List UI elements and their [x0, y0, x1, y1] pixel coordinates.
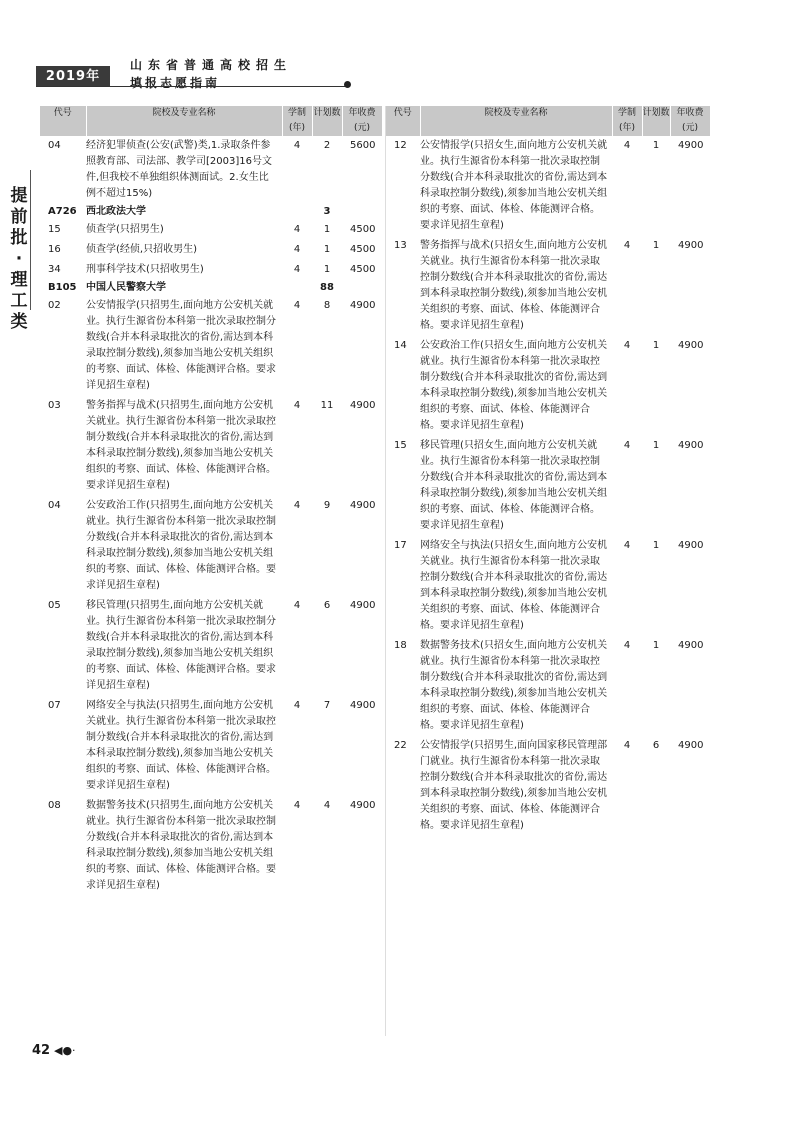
col-plan: 计划数: [642, 106, 670, 136]
table-row: [40, 260, 382, 280]
name-cell: 西北政法大学: [86, 206, 146, 217]
section-char: 类: [10, 312, 28, 332]
code-cell: A726: [48, 206, 77, 217]
name-cell: 网络安全与执法(只招男生,面向地方公安机关就业。执行生源省份本科第一批次录取控制分数线(合并本科录取批次的省份,需达到本科录取控制分数线),须参加当地公安机关组织的考察、面试、体检、体能测评合格。要求详见招生章程): [86, 700, 276, 791]
fee-cell: 4900: [350, 400, 376, 411]
col-name: 院校及专业名称: [86, 106, 282, 136]
fee-cell: 4900: [350, 300, 376, 311]
table-row: [40, 240, 382, 260]
name-cell: 经济犯罪侦查(公安(武警)类,1.录取条件参照教育部、司法部、教学司[2003]16号文件,但我校不单独组织体测面试。2.女生比例不超过15%): [86, 140, 272, 199]
table-row: [386, 236, 710, 336]
col-plan: 计划数: [312, 106, 342, 136]
table-header: [386, 106, 710, 136]
years-cell: [282, 280, 312, 296]
col-years: 学制(年): [282, 106, 312, 136]
section-char: 提: [10, 186, 28, 206]
name-cell: 公安情报学(只招男生,面向地方公安机关就业。执行生源省份本科第一批次录取控制分数线(合并本科录取批次的省份,需达到本科录取控制分数线),须参加当地公安机关组织的考察、面试、体检、体能测评合格。要求详见招生章程): [86, 300, 276, 391]
page-number: 42: [32, 1043, 51, 1058]
plan-cell: 7: [323, 700, 331, 711]
table-row: [40, 136, 382, 204]
years-cell: 4: [293, 264, 301, 275]
code-cell: 02: [48, 300, 61, 311]
plan-cell: 9: [323, 500, 331, 511]
table-row: [40, 496, 382, 596]
fee-cell: 4900: [678, 540, 704, 551]
code-cell: 22: [394, 740, 407, 751]
fee-cell: 5600: [350, 140, 376, 151]
code-cell: 08: [48, 800, 61, 811]
plan-cell: 1: [652, 640, 660, 651]
name-cell: 中国人民警察大学: [86, 282, 166, 293]
fee-cell: 4900: [678, 440, 704, 451]
plan-cell: 1: [323, 244, 331, 255]
table-row: [386, 136, 710, 236]
section-tab: [8, 186, 30, 333]
col-code: 代号: [386, 106, 420, 136]
plan-cell: 3: [323, 206, 331, 217]
table-row: [386, 536, 710, 636]
years-cell: 4: [623, 640, 631, 651]
col-fee: 年收费(元): [342, 106, 382, 136]
table-row: [386, 736, 710, 836]
plan-cell: 1: [652, 340, 660, 351]
years-cell: 4: [293, 800, 301, 811]
fee-cell: 4500: [350, 224, 376, 235]
side-rule: [30, 170, 31, 310]
code-cell: 18: [394, 640, 407, 651]
table-row: [386, 636, 710, 736]
section-char: ·: [15, 249, 23, 269]
plan-cell: 1: [652, 140, 660, 151]
fee-cell: 4900: [350, 800, 376, 811]
plan-cell: 6: [323, 600, 331, 611]
years-cell: 4: [293, 400, 301, 411]
years-cell: 4: [293, 700, 301, 711]
code-cell: 15: [48, 224, 61, 235]
years-cell: 4: [623, 240, 631, 251]
years-cell: 4: [293, 600, 301, 611]
col-fee: 年收费(元): [670, 106, 710, 136]
page-arrow-icon: ◀●·: [54, 1044, 76, 1057]
table-row: [386, 336, 710, 436]
section-char: 工: [10, 291, 28, 311]
fee-cell: [342, 204, 382, 220]
years-cell: 4: [293, 224, 301, 235]
fee-cell: 4900: [678, 340, 704, 351]
header-rule: [36, 86, 350, 87]
name-cell: 警务指挥与战术(只招女生,面向地方公安机关就业。执行生源省份本科第一批次录取控制分数线(合并本科录取批次的省份,需达到本科录取控制分数线),须参加当地公安机关组织的考察、面试、体检、体能测评合格。要求详见招生章程): [420, 240, 608, 331]
code-cell: 07: [48, 700, 61, 711]
fee-cell: 4900: [678, 740, 704, 751]
table-row: [40, 796, 382, 896]
years-cell: 4: [623, 740, 631, 751]
edition-year: 2019年: [36, 66, 110, 87]
plan-cell: 88: [320, 282, 334, 293]
fee-cell: 4900: [350, 500, 376, 511]
years-cell: 4: [293, 244, 301, 255]
plan-cell: 6: [652, 740, 660, 751]
plan-cell: 1: [652, 540, 660, 551]
table-row: [40, 220, 382, 240]
code-cell: 17: [394, 540, 407, 551]
years-cell: 4: [293, 300, 301, 311]
code-cell: 15: [394, 440, 407, 451]
section-char: 批: [10, 228, 28, 248]
code-cell: 04: [48, 140, 61, 151]
name-cell: 数据警务技术(只招女生,面向地方公安机关就业。执行生源省份本科第一批次录取控制分数线(合并本科录取批次的省份,需达到本科录取控制分数线),须参加当地公安机关组织的考察、面试、体检、体能测评合格。要求详见招生章程): [420, 640, 608, 731]
code-cell: 16: [48, 244, 61, 255]
fee-cell: 4900: [678, 640, 704, 651]
fee-cell: 4900: [350, 700, 376, 711]
code-cell: 05: [48, 600, 61, 611]
code-cell: 14: [394, 340, 407, 351]
col-code: 代号: [40, 106, 86, 136]
code-cell: 13: [394, 240, 407, 251]
plan-cell: 1: [652, 440, 660, 451]
name-cell: 移民管理(只招男生,面向地方公安机关就业。执行生源省份本科第一批次录取控制分数线(合并本科录取批次的省份,需达到本科录取控制分数线),须参加当地公安机关组织的考察、面试、体检、体能测评合格。要求详见招生章程): [86, 600, 276, 691]
table-row: [40, 696, 382, 796]
plan-cell: 8: [323, 300, 331, 311]
fee-cell: 4900: [350, 600, 376, 611]
code-cell: 34: [48, 264, 61, 275]
code-cell: 03: [48, 400, 61, 411]
plan-cell: 1: [652, 240, 660, 251]
name-cell: 侦查学(经侦,只招收男生): [86, 244, 197, 255]
name-cell: 公安政治工作(只招女生,面向地方公安机关就业。执行生源省份本科第一批次录取控制分数线(合并本科录取批次的省份,需达到本科录取控制分数线),须参加当地公安机关组织的考察、面试、体检、体能测评合格。要求详见招生章程): [420, 340, 608, 431]
years-cell: [282, 204, 312, 220]
table-row: [40, 296, 382, 396]
right-table: [386, 106, 711, 836]
name-cell: 公安情报学(只招女生,面向地方公安机关就业。执行生源省份本科第一批次录取控制分数线(合并本科录取批次的省份,需达到本科录取控制分数线),须参加当地公安机关组织的考察、面试、体检、体能测评合格。要求详见招生章程): [420, 140, 608, 231]
fee-cell: 4900: [678, 240, 704, 251]
name-cell: 警务指挥与战术(只招男生,面向地方公安机关就业。执行生源省份本科第一批次录取控制分数线(合并本科录取批次的省份,需达到本科录取控制分数线),须参加当地公安机关组织的考察、面试、体检、体能测评合格。要求详见招生章程): [86, 400, 276, 491]
name-cell: 刑事科学技术(只招收男生): [86, 264, 204, 275]
plan-cell: 2: [323, 140, 331, 151]
fee-cell: 4500: [350, 244, 376, 255]
header-dot: [344, 81, 351, 88]
years-cell: 4: [623, 140, 631, 151]
school-row: [40, 204, 382, 220]
book-subtitle: 填报志愿指南: [130, 76, 221, 90]
name-cell: 公安政治工作(只招男生,面向地方公安机关就业。执行生源省份本科第一批次录取控制分数线(合并本科录取批次的省份,需达到本科录取控制分数线),须参加当地公安机关组织的考察、面试、体检、体能测评合格。要求详见招生章程): [86, 500, 276, 591]
col-years: 学制(年): [612, 106, 642, 136]
name-cell: 数据警务技术(只招男生,面向地方公安机关就业。执行生源省份本科第一批次录取控制分数线(合并本科录取批次的省份,需达到本科录取控制分数线),须参加当地公安机关组织的考察、面试、体检、体能测评合格。要求详见招生章程): [86, 800, 276, 891]
name-cell: 移民管理(只招女生,面向地方公安机关就业。执行生源省份本科第一批次录取控制分数线(合并本科录取批次的省份,需达到本科录取控制分数线),须参加当地公安机关组织的考察、面试、体检、体能测评合格。要求详见招生章程): [420, 440, 608, 531]
years-cell: 4: [293, 500, 301, 511]
fee-cell: 4900: [678, 140, 704, 151]
col-name: 院校及专业名称: [420, 106, 612, 136]
book-title: 山东省普通高校招生: [130, 58, 293, 72]
code-cell: 12: [394, 140, 407, 151]
name-cell: 侦查学(只招男生): [86, 224, 164, 235]
code-cell: B105: [48, 282, 77, 293]
name-cell: 网络安全与执法(只招女生,面向地方公安机关就业。执行生源省份本科第一批次录取控制分数线(合并本科录取批次的省份,需达到本科录取控制分数线),须参加当地公安机关组织的考察、面试、体检、体能测评合格。要求详见招生章程): [420, 540, 608, 631]
section-char: 理: [10, 270, 28, 290]
plan-cell: 11: [320, 400, 334, 411]
section-char: 前: [10, 207, 28, 227]
years-cell: 4: [623, 540, 631, 551]
fee-cell: [342, 280, 382, 296]
plan-cell: 1: [323, 224, 331, 235]
code-cell: 04: [48, 500, 61, 511]
name-cell: 公安情报学(只招男生,面向国家移民管理部门就业。执行生源省份本科第一批次录取控制分数线(合并本科录取批次的省份,需达到本科录取控制分数线),须参加当地公安机关组织的考察、面试、体检、体能测评合格。要求详见招生章程): [420, 740, 608, 831]
years-cell: 4: [293, 140, 301, 151]
table-row: [40, 596, 382, 696]
table-header: [40, 106, 382, 136]
table-row: [386, 436, 710, 536]
table-row: [40, 396, 382, 496]
plan-cell: 4: [323, 800, 331, 811]
years-cell: 4: [623, 440, 631, 451]
left-table: [40, 106, 383, 896]
plan-cell: 1: [323, 264, 331, 275]
years-cell: 4: [623, 340, 631, 351]
fee-cell: 4500: [350, 264, 376, 275]
school-row: [40, 280, 382, 296]
